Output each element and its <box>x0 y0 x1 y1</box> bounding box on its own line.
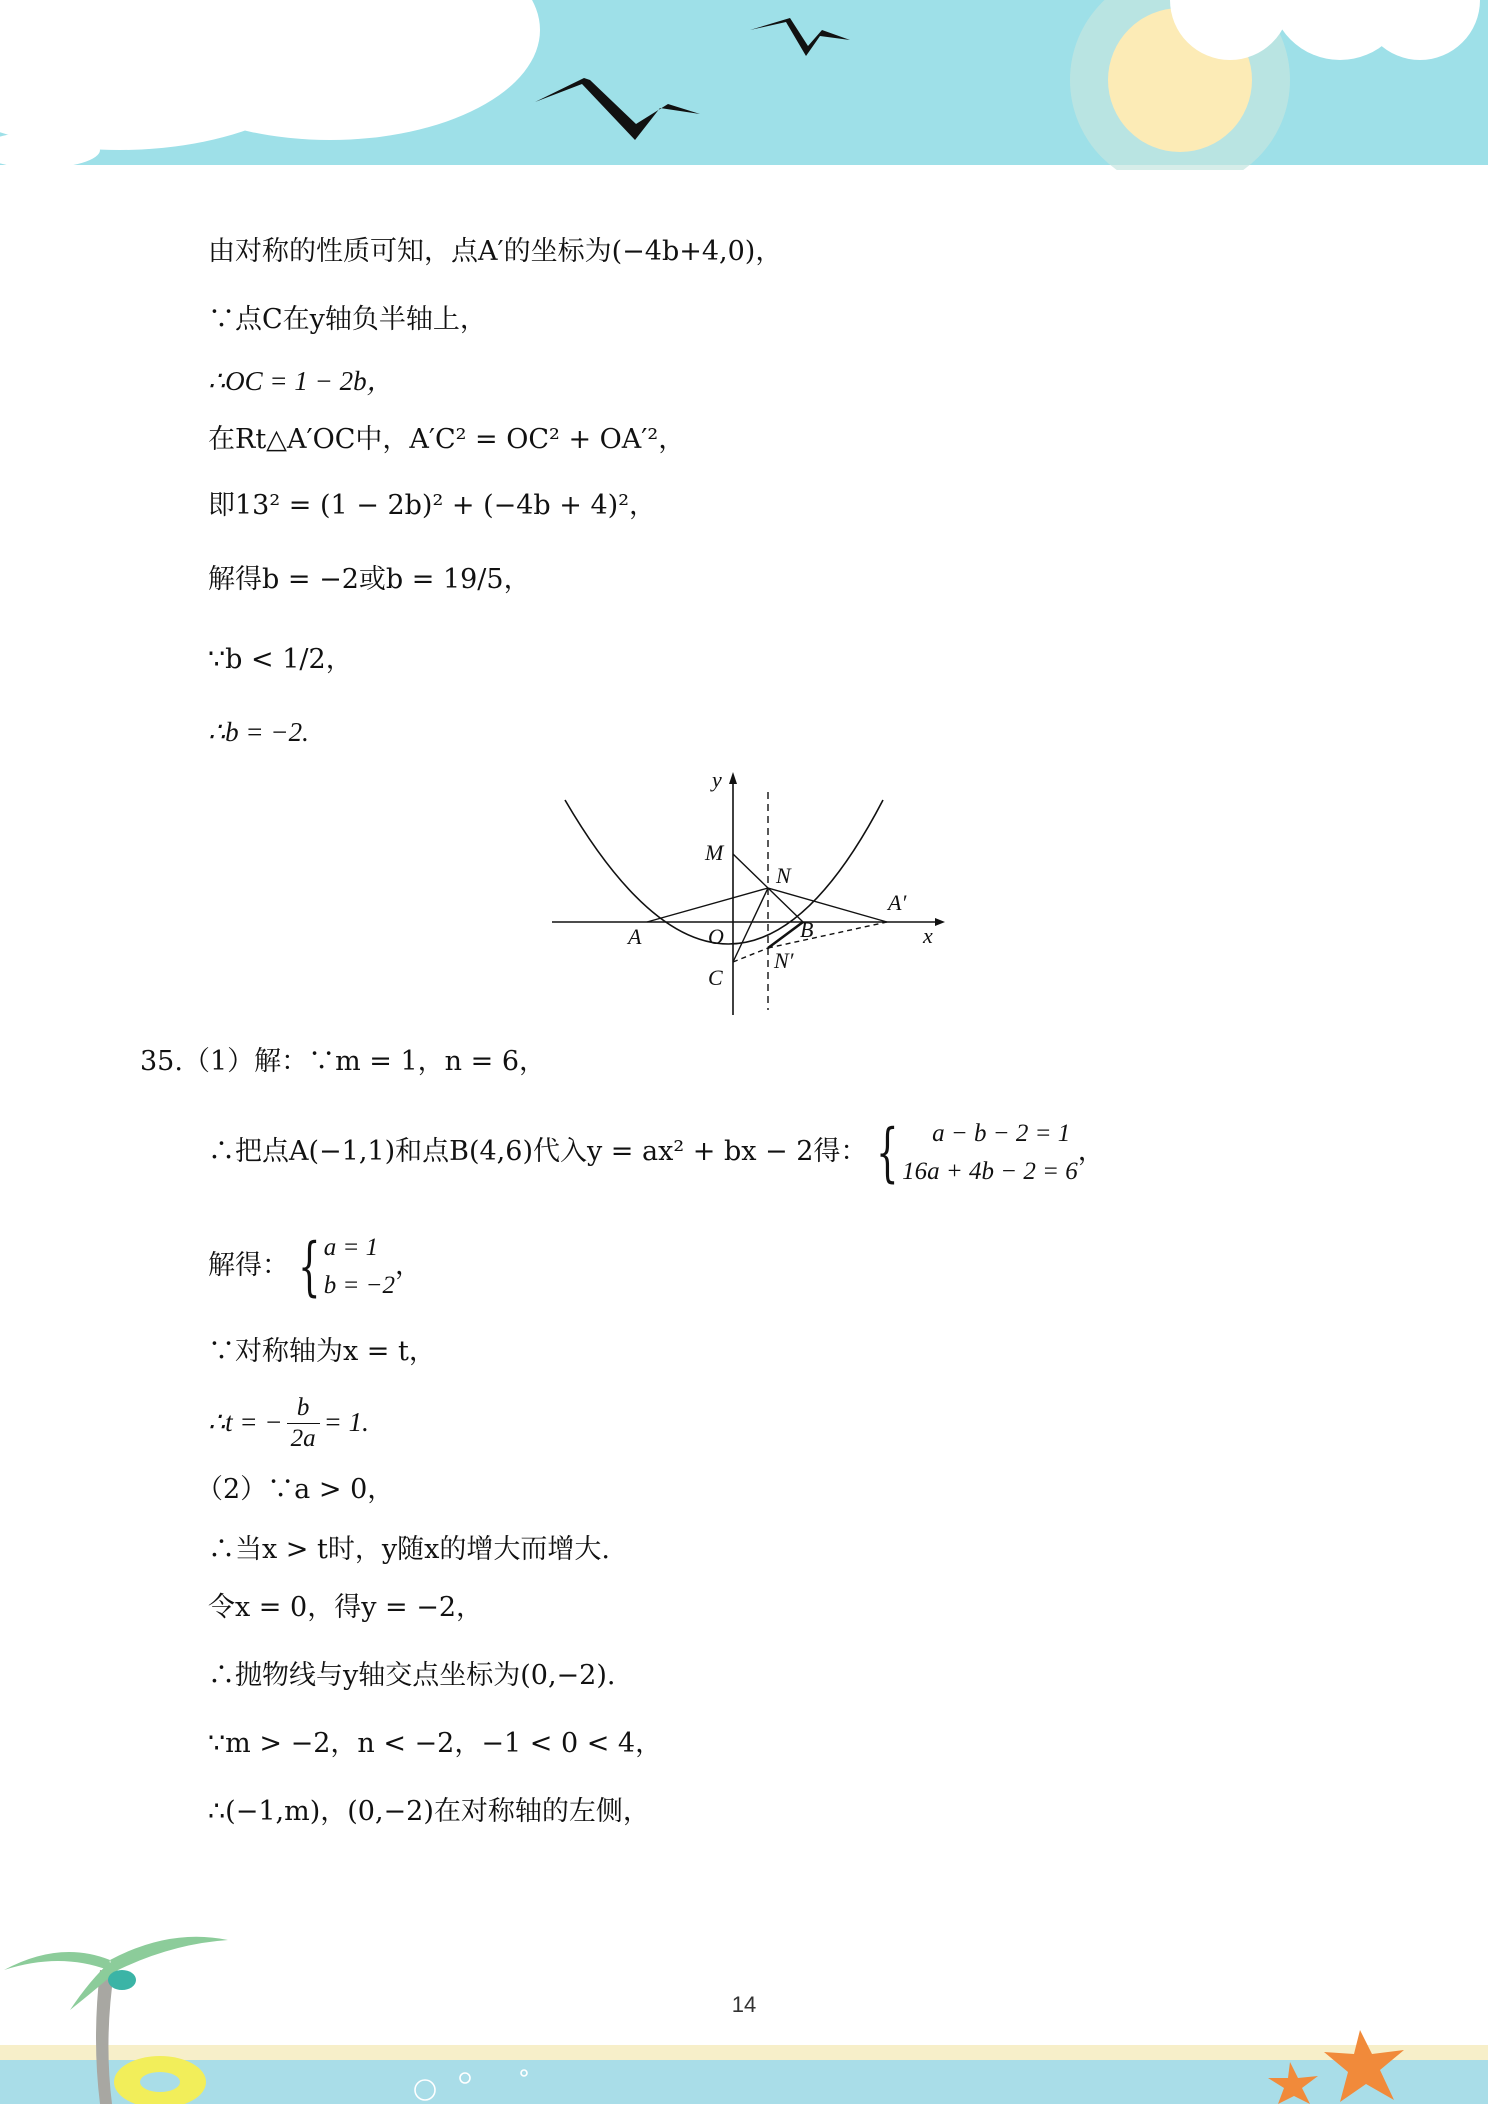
q35-substitute-line: ∴把点A(−1,1)和点B(4,6)代入y = ax² + bx − 2得： { a − b − 2 = 1 16a + 4b − 2 = 6 ， <box>208 1115 1105 1190</box>
label-y: y <box>712 770 722 792</box>
label-N-prime: N′ <box>774 948 794 973</box>
brace-icon: { <box>298 1229 321 1304</box>
brace-icon: { <box>876 1115 899 1190</box>
text-line-6: 解得b = −2或b = 19/5， <box>208 564 531 595</box>
label-A: A <box>628 924 642 949</box>
text-line-8: ∴b = −2. <box>208 717 309 747</box>
text-line-3: ∴OC = 1 − 2b， <box>208 366 394 396</box>
q35-part2: （2）∵a > 0， <box>196 1474 395 1505</box>
t-fraction: $\frac{b}{2a}$ <box>287 1393 320 1454</box>
text-line-7: ∵b < 1/2， <box>208 644 353 675</box>
text-line-5: 即13² = (1 − 2b)² + (−4b + 4)²， <box>208 490 657 521</box>
system-1: a − b − 2 = 1 16a + 4b − 2 = 6 <box>902 1119 1078 1185</box>
q35-axis-line: ∵对称轴为x = t， <box>208 1336 436 1367</box>
parabola-diagram <box>550 770 950 1030</box>
label-O: O <box>708 924 724 949</box>
text-line-1: 由对称的性质可知，点A′的坐标为(−4b+4,0)， <box>208 236 783 267</box>
label-B: B <box>800 917 814 942</box>
q35-solve-line: 解得： { a = 1 b = −2 ， <box>208 1229 422 1304</box>
sea-band <box>0 2060 1488 2104</box>
page-number: 14 <box>731 1992 757 2017</box>
segments <box>647 854 887 962</box>
label-x: x <box>923 923 933 948</box>
q35-line-3: ∴抛物线与y轴交点坐标为(0,−2). <box>208 1660 616 1691</box>
q35-t-line: ∴t = − $\frac{b}{2a}$ = 1. <box>208 1394 369 1452</box>
q35-header: 35.（1）解：∵m = 1，n = 6， <box>140 1046 547 1077</box>
q35-line-4: ∵m > −2，n < −2，−1 < 0 < 4， <box>208 1728 663 1759</box>
text-line-4: 在Rt△A′OC中，A′C² = OC² + OA′²， <box>208 424 686 455</box>
q35-line-2: 令x = 0，得y = −2， <box>208 1592 484 1623</box>
q35-line-1: ∴当x > t时，y随x的增大而增大. <box>208 1534 610 1565</box>
label-A-prime: A′ <box>888 890 907 915</box>
label-N: N <box>776 863 791 888</box>
label-C: C <box>708 965 723 990</box>
text-line-2: ∵点C在y轴负半轴上， <box>208 304 487 335</box>
system-2: a = 1 b = −2 <box>323 1233 395 1299</box>
x-arrow-icon <box>935 918 945 926</box>
label-M: M <box>705 840 724 865</box>
y-arrow-icon <box>729 772 737 784</box>
q35-line-5: ∴(−1,m)，(0,−2)在对称轴的左侧， <box>208 1796 650 1827</box>
